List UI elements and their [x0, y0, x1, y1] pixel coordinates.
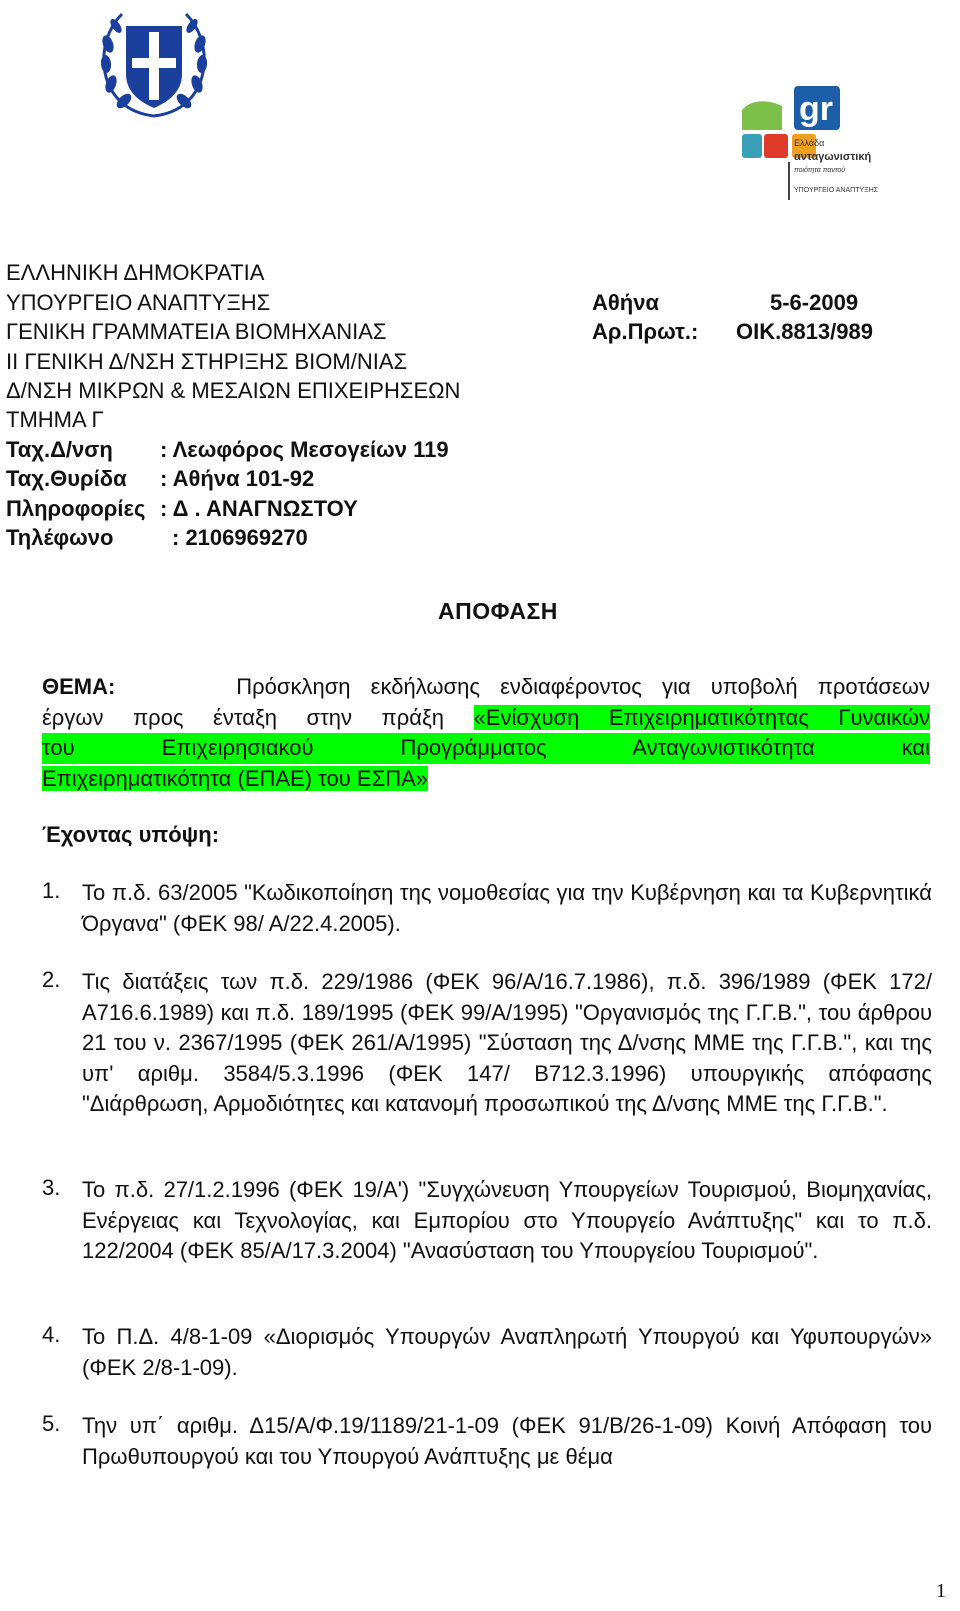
subject-text-2: έργων προς ένταξη στην πράξη — [42, 704, 474, 730]
item-1-text: Το π.δ. 63/2005 "Κωδικοποίηση της νομοθεσίας για την Κυβέρνηση και τα Κυβερνητικά Όργανα" (ΦΕΚ 98/ Α/22.4.2005). — [82, 880, 932, 936]
subject-line-2 — [42, 703, 930, 734]
considering-heading: Έχοντας υπόψη: — [42, 822, 220, 847]
info-value: : Δ . ΑΝΑΓΝΩΣΤΟΥ — [160, 496, 358, 521]
item-1-number: 1. — [42, 878, 61, 903]
protocol-number: ΟΙΚ.8813/989 — [736, 319, 873, 344]
page-number: 1 — [936, 1580, 946, 1602]
subject-line-1 — [42, 672, 930, 703]
logo-line-4: ΥΠΟΥΡΓΕΙΟ ΑΝΑΠΤΥΞΗΣ — [794, 187, 879, 194]
protocol-label: Αρ.Πρωτ.: — [592, 319, 699, 344]
phone-value: : 2106969270 — [172, 525, 308, 550]
pobox-value: : Αθήνα 101-92 — [160, 466, 315, 491]
address-value: : Λεωφόρος Μεσογείων 119 — [160, 437, 449, 462]
subject-highlight-2: του Επιχειρησιακού Προγράμματος Ανταγωνιστικότητα και — [42, 733, 930, 764]
greece-competitive-logo — [742, 78, 932, 202]
date: 5-6-2009 — [770, 290, 859, 315]
item-4-text: Το Π.Δ. 4/8-1-09 «Διορισμός Υπουργών Αναπληρωτή Υπουργού και Υφυπουργών» (ΦΕΚ 2/8-1-09). — [82, 1324, 932, 1380]
phone-label: Τηλέφωνο — [6, 525, 114, 550]
subject-text-1: Πρόσκληση εκδήλωσης ενδιαφέροντος για υποβολή προτάσεων — [236, 674, 930, 699]
item-5-text: Την υπ΄ αριθμ. Δ15/Α/Φ.19/1189/21-1-09 (ΦΕΚ 91/Β/26-1-09) Κοινή Απόφαση του Πρωθυπουργού και του Υπουργού Ανάπτυξης με θέμα — [82, 1413, 932, 1469]
document-title: ΑΠΟΦΑΣΗ — [438, 598, 558, 624]
subject-label: ΘΕΜΑ: — [42, 674, 116, 699]
item-2-number: 2. — [42, 967, 61, 992]
item-5-number: 5. — [42, 1411, 61, 1436]
logo-line-2: ανταγωνιστική — [794, 151, 872, 163]
item-4-number: 4. — [42, 1322, 61, 1347]
info-label: Πληροφορίες — [6, 496, 146, 521]
header-sme-directorate: Δ/ΝΣΗ ΜΙΚΡΩΝ & ΜΕΣΑΙΩΝ ΕΠΙΧΕΙΡΗΣΕΩΝ — [6, 378, 461, 403]
header-department: ΤΜΗΜΑ Γ — [6, 407, 104, 432]
item-2-text: Τις διατάξεις των π.δ. 229/1986 (ΦΕΚ 96/Α/16.7.1986), π.δ. 396/1989 (ΦΕΚ 172/Α716.6.1989) και π.δ. 189/1995 (ΦΕΚ 99/Α/1995) "Οργανισμός της Γ.Γ.Β.", του άρθρου 21 του ν. 2367/1995 (ΦΕΚ 261/Α/1995) "Σύσταση της Δ/νσης ΜΜΕ της Γ.Γ.Β.", και της υπ' αριθμ. 3584/5.3.1996 (ΦΕΚ 147/ Β712.3.1996) υπουργικής απόφασης "Διάρθρωση, Αρμοδιότητες και κατανομή προσωπικού της Δ/νσης ΜΜΕ της Γ.Γ.Β.". — [82, 969, 932, 1116]
header-ministry: ΥΠΟΥΡΓΕΙΟ ΑΝΑΠΤΥΞΗΣ — [6, 290, 271, 315]
city: Αθήνα — [592, 290, 659, 315]
header-directorate: ΙΙ ΓΕΝΙΚΗ Δ/ΝΣΗ ΣΤΗΡΙΞΗΣ ΒΙΟΜ/ΝΙΑΣ — [6, 349, 408, 374]
subject-highlight-1: «Ενίσχυση Επιχειρηματικότητας Γυναικών — [473, 704, 930, 730]
subject-block — [42, 672, 930, 794]
greek-emblem-logo — [94, 4, 214, 124]
logo-line-1: Ελλάδα — [794, 138, 825, 148]
header-secretariat: ΓΕΝΙΚΗ ΓΡΑΜΜΑΤΕΙΑ ΒΙΟΜΗΧΑΝΙΑΣ — [6, 319, 387, 344]
header-country: ΕΛΛΗΝΙΚΗ ΔΗΜΟΚΡΑΤΙΑ — [6, 260, 265, 285]
pobox-label: Ταχ.Θυρίδα — [6, 466, 127, 491]
svg-text:gr: gr — [799, 90, 833, 128]
item-3-number: 3. — [42, 1175, 61, 1200]
address-label: Ταχ.Δ/νση — [6, 437, 113, 462]
item-3-text: Το π.δ. 27/1.2.1996 (ΦΕΚ 19/Α') "Συγχώνευση Υπουργείων Τουρισμού, Βιομηχανίας, Ενέργειας και Τεχνολογίας, και Εμπορίου στο Υπουργείο Ανάπτυξης" και το π.δ. 122/2004 (ΦΕΚ 85/Α/17.3.2004) "Ανασύσταση του Υπουργείου Τουρισμού". — [82, 1177, 932, 1263]
subject-highlight-3: Επιχειρηματικότητα (ΕΠΑΕ) του ΕΣΠΑ» — [42, 765, 428, 791]
logo-line-3: ποιότητα παντού — [794, 167, 846, 174]
